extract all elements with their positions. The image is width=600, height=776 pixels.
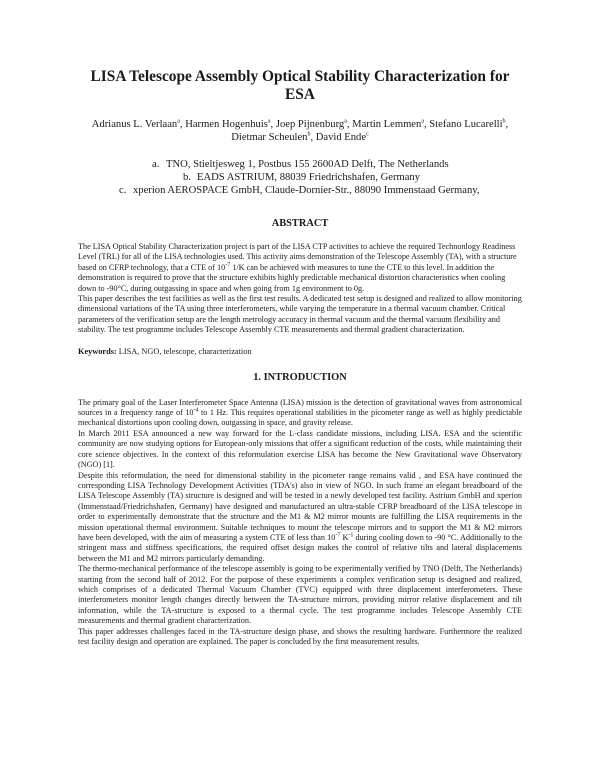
author-name: Stefano Lucarelli [429, 119, 503, 130]
abstract-text: 1/K can be achieved with measures to tune the CTE to this level. In addition the demonstration is required to prove that the structure exhibits highly predictable mechanical distortion characteristics when cooling down to -90°C, during outgassing in space and when going from 1g environment to 0g. [78, 262, 506, 293]
exponent: -4 [193, 407, 199, 414]
author-name: Harmen Hogenhuis [185, 119, 268, 130]
affiliation-item [78, 171, 522, 184]
affiliation-label: c. [119, 185, 127, 196]
intro-paragraph: This paper addresses challenges faced in the TA-structure design phase, and shows the resulting hardware. Furthermore the realized test facility design and operation are explained. The paper is concluded by the first measurement results. [78, 626, 522, 646]
intro-paragraph [78, 471, 522, 565]
paper-title: LISA Telescope Assembly Optical Stability Characterization for ESA [90, 68, 510, 103]
intro-paragraph [78, 398, 522, 429]
intro-paragraph: The thermo-mechanical performance of the telescope assembly is going to be experimentally verified by TNO (Delft, The Netherlands) starting from the second half of 2012. For the purpose of these experiments a complex verification setup is designed and realized, which comprises of a dedicated Thermal Vacuum Chamber (TVC) equipped with three displacement interferometers. These interferometers monitor length changes directly between the TA-structure mirrors, providing mirror relative displacement and tilt information, while the TA-structure is exposed to a thermal cycle. The test programme includes Telescope Assembly CTE measurements and thermal gradient characterization. [78, 564, 522, 626]
author-name: Dietmar Scheulen [231, 132, 308, 143]
affiliation-label: a. [152, 159, 160, 170]
intro-text: to 1 Hz. This requires operational stabilities in the picometer range as well as highly predictable mechanical distortions upon cooling down, outgassing in space, and gravity release. [78, 408, 522, 428]
author-name: Adrianus L. Verlaan [91, 119, 178, 130]
author-affiliation-mark: b [307, 131, 311, 138]
keywords-text: LISA, NGO, telescope, characterization [118, 346, 252, 356]
author-line-2: Dietmar Scheulen$^b$, David Ende$^c$ [231, 131, 369, 143]
keywords-label: Keywords: [78, 346, 117, 356]
affiliation-text: TNO, Stieltjesweg 1, Postbus 155 2600AD Delft, The Netherlands [166, 159, 449, 170]
abstract-text: The LISA Optical Stability Characterization project is part of the LISA CTP activities to achieve the required Technonlogy Readiness Level (TRL) for all of the LISA technologies used. This activity aims demonstration of the Telescope Assembly (TA), with a structure based on CFRP technology, that a CTE of 10 [78, 242, 517, 272]
author-affiliation-mark: a [344, 118, 347, 125]
affiliation-text: xperion AEROSPACE GmbH, Claude-Dornier-Str., 88090 Immenstaad Germany, [133, 185, 480, 196]
intro-text: Despite this reformulation, the need for dimensional stability in the picometer range remains valid , and ESA have continued the corresponding LISA Technology Development Activities (TDA's) also in view of NGO. In such frame an elegant breadboard of the LISA Telescope Assembly (TA) structure is designed and will be tested in a newly developed test facility. Astrium GmbH and xperion (Immenstaad/Friedrichshafen, Germany) have designed and manufactured an ultra-stable CFRP breadboard of the LISA telescope in order to experimentally demonstrate that the structure and the M1 & M2 mirror mounts are fulfilling the LISA requirements in the mission operational thermal environment. Suitable techniques to mount the telescope mirrors and to support the M1 & M2 mirrors have been developed, with the aim of measuring a system CTE of less than 10 [78, 470, 522, 542]
author-line-1: Adrianus L. Verlaan$^a$, Harmen Hogenhuis$^a$, Joep Pijnenburg$^a$, Martin Lemmen$^a$, Stefano Lucarelli$^b$, [91, 118, 509, 130]
author-name: Joep Pijnenburg [275, 119, 345, 130]
intro-text: K [340, 532, 349, 542]
exponent: -7 [225, 262, 231, 269]
author-affiliation-mark: a [421, 118, 424, 125]
author-affiliation-mark: c [366, 131, 369, 138]
affiliation-label: b. [183, 172, 191, 183]
author-affiliation-mark: b [502, 118, 506, 125]
affiliation-item [78, 184, 522, 197]
affiliation-list [78, 158, 522, 197]
keywords [78, 346, 522, 357]
intro-text: during cooling down to -90 °C. Additionally to the stringent mass and stiffness specifications, the required offset design makes the control of relative tilts and lateral displacements between the M1 and M2 mirrors particularly demanding. [78, 532, 522, 563]
affiliation-text: EADS ASTRIUM, 88039 Friedrichshafen, Germany [197, 172, 421, 183]
abstract-heading: ABSTRACT [271, 218, 329, 229]
affiliation-item [78, 158, 522, 171]
abstract-paragraph [78, 242, 522, 294]
author-affiliation-mark: a [267, 118, 271, 125]
author-name: Martin Lemmen [352, 119, 422, 130]
introduction-heading: 1. INTRODUCTION [253, 371, 347, 383]
exponent: -1 [348, 532, 354, 539]
intro-paragraph: In March 2011 ESA announced a new way forward for the L-class candidate missions, including LISA. ESA and the scientific community are now studying options for European-only missions that offer a significant reduction of the costs, while maintaining their core science objectives. In the context of this reformulation exercise LISA has become the New Gravitational wave Observatory (NGO) [1]. [78, 428, 522, 470]
intro-text: The primary goal of the Laser Interferometer Space Antenna (LISA) mission is the detection of gravitational waves from astronomical sources in a frequency range of 10 [78, 397, 522, 418]
abstract-paragraph: This paper describes the test facilities as well as the first test results. A dedicated test setup is designed and realized to allow monitoring dimensional variations of the TA using three interferometers, while varying the temperature in a thermal vacuum chamber. Critical parameters of the verification setup are the length metrology accuracy in thermal vacuum and the thermal vacuum flexibility and stability. The test programme includes Telescope Assembly CTE measurements and thermal gradient characterization. [78, 294, 522, 335]
author-list [78, 118, 522, 144]
author-affiliation-mark: a [177, 118, 180, 125]
author-name: David Ende [315, 132, 367, 143]
exponent: -7 [335, 532, 341, 539]
